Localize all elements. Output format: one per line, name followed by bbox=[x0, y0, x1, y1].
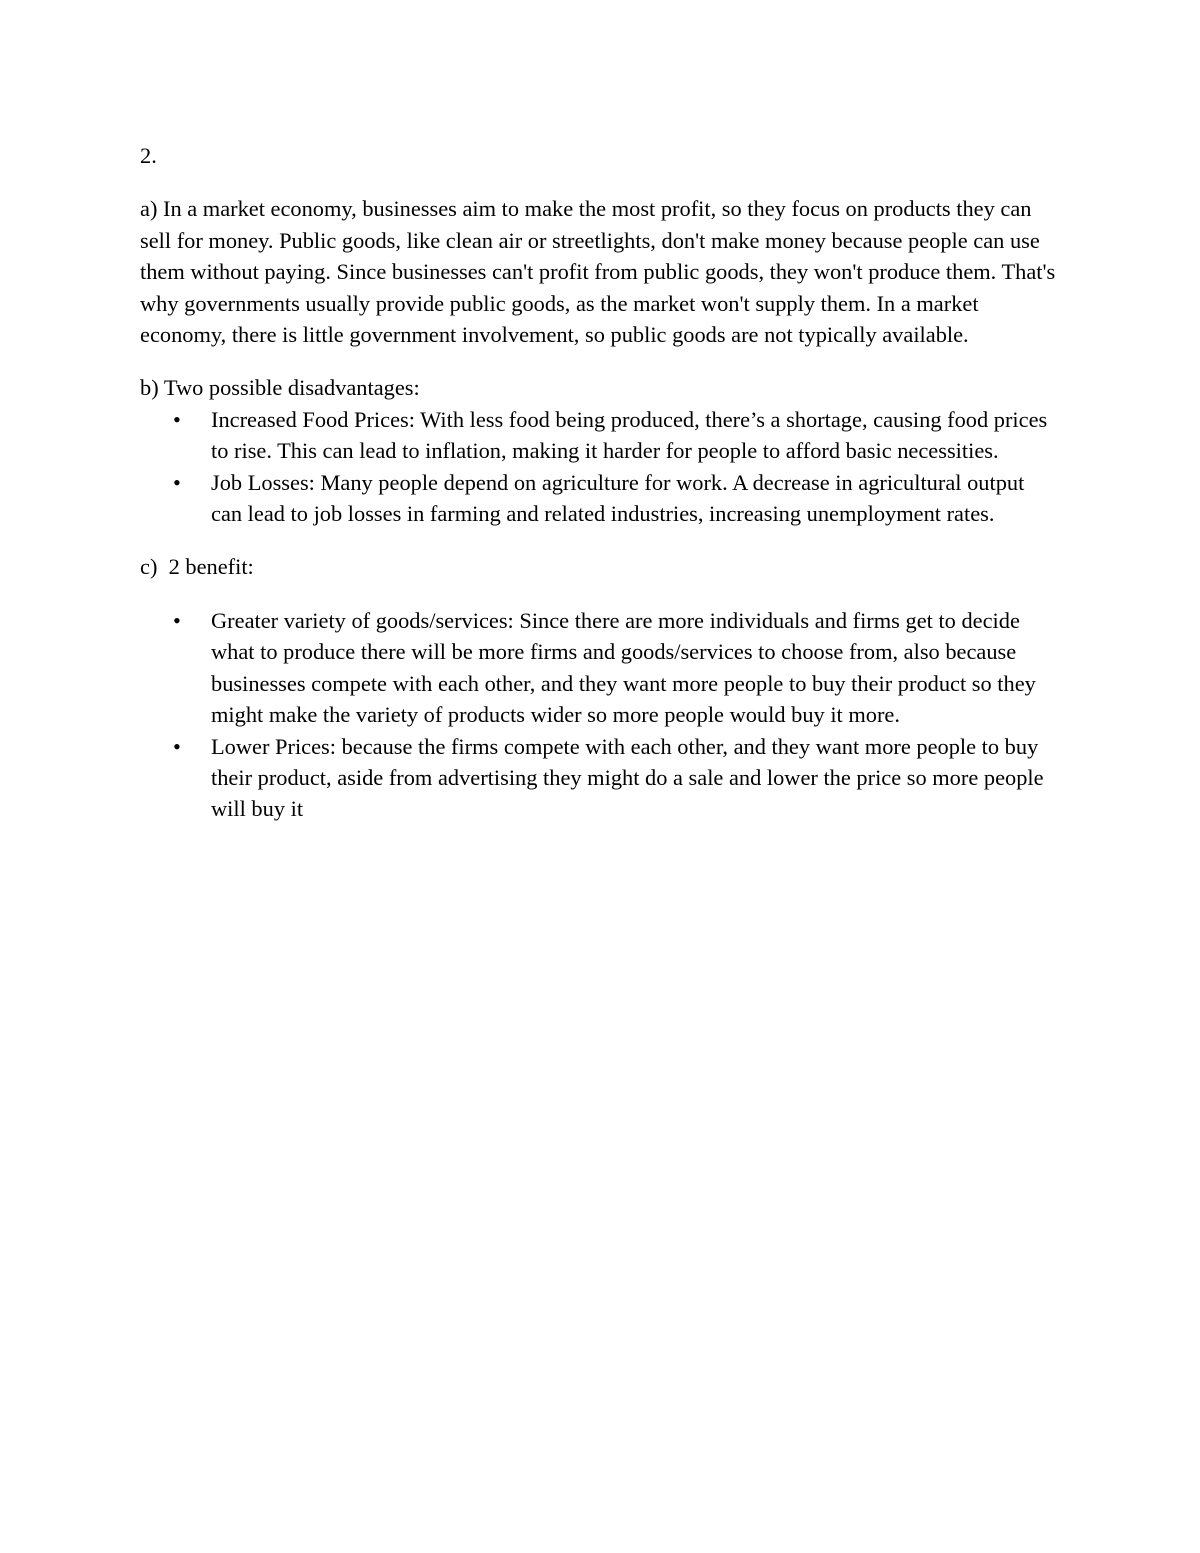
list-item bbox=[140, 404, 1060, 467]
part-a-paragraph: a) In a market economy, businesses aim to make the most profit, so they focus on products they can sell for money. Public goods, like clean air or streetlights, don't make money because people can use them without paying. Since businesses can't profit from public goods, they won't produce them. That's why governments usually provide public goods, as the market won't supply them. In a market economy, there is little government involvement, so public goods are not typically available. bbox=[140, 196, 1056, 348]
list-item bbox=[140, 467, 1060, 530]
document-page bbox=[140, 140, 1060, 847]
list-item-text: Greater variety of goods/services: Since there are more individuals and firms get to decide what to produce there will be more firms and goods/services to choose from, also because businesses compete with each other, and they want more people to buy their product so they might make the variety of products wider so more people would buy it more. bbox=[211, 607, 1036, 728]
bullet-icon: • bbox=[173, 733, 181, 759]
bullet-icon: • bbox=[173, 607, 181, 633]
question-number: 2. bbox=[140, 143, 157, 168]
list-item bbox=[140, 731, 1060, 825]
part-b-list bbox=[140, 404, 1060, 530]
bullet-icon: • bbox=[173, 469, 181, 495]
bullet-icon: • bbox=[173, 406, 181, 432]
list-item-text: Increased Food Prices: With less food being produced, there’s a shortage, causing food prices to rise. This can lead to inflation, making it harder for people to afford basic necessities. bbox=[211, 406, 1048, 464]
part-c-heading: c) 2 benefit: bbox=[140, 554, 254, 580]
list-item-text: Job Losses: Many people depend on agriculture for work. A decrease in agricultural output can lead to job losses in farming and related industries, increasing unemployment rates. bbox=[211, 469, 1025, 527]
part-b-heading: b) Two possible disadvantages: bbox=[140, 375, 420, 401]
list-item bbox=[140, 605, 1060, 731]
part-c-list bbox=[140, 605, 1060, 825]
list-item-text: Lower Prices: because the firms compete with each other, and they want more people to buy their product, aside from advertising they might do a sale and lower the price so more people will buy it bbox=[211, 733, 1044, 822]
